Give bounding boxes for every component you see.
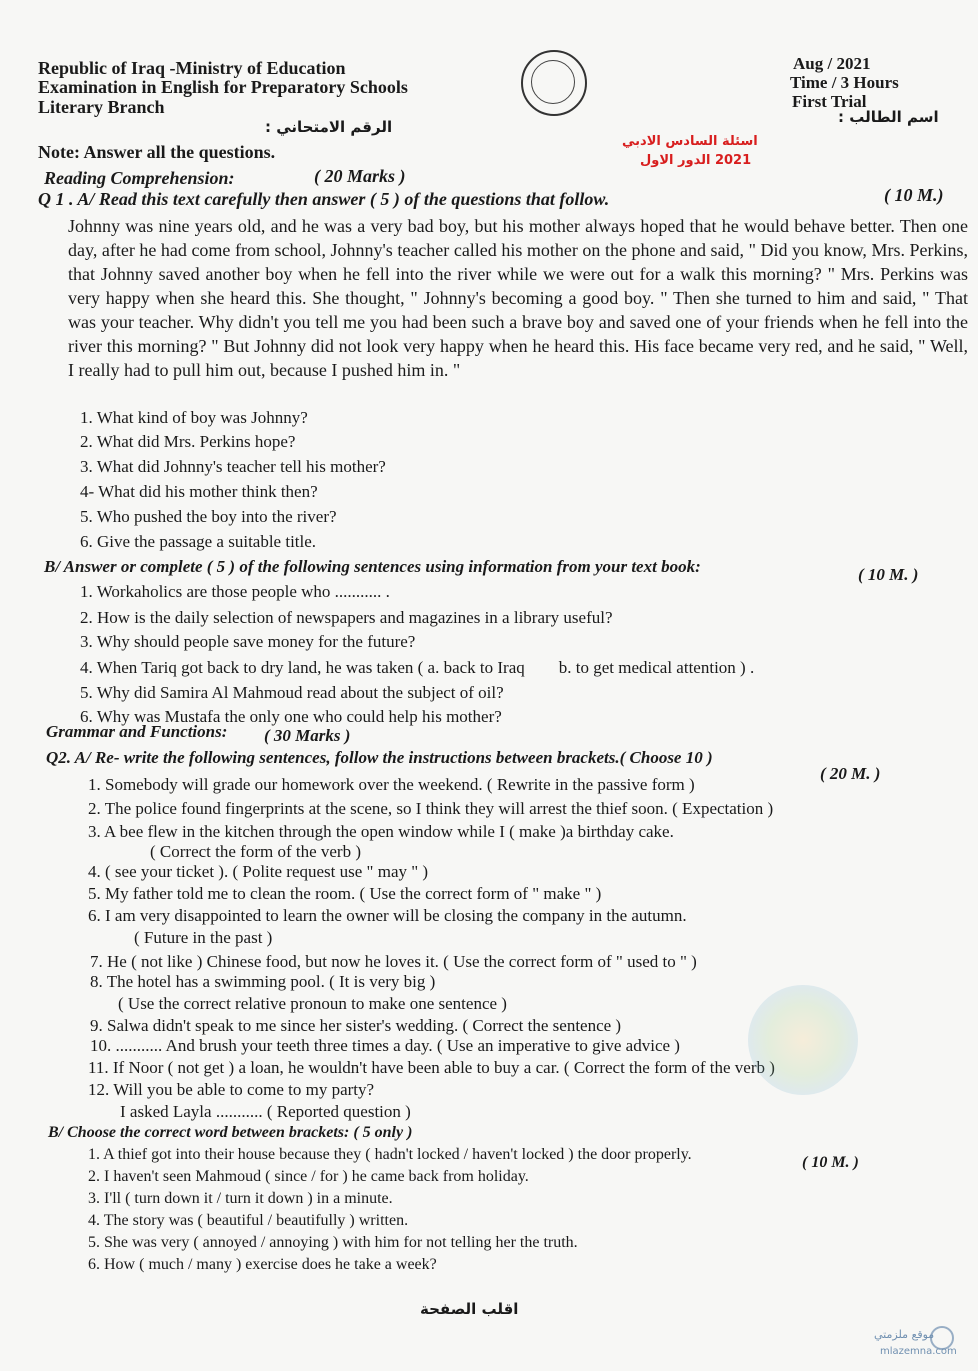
q2a-item-note: I asked Layla ........... ( Reported question ): [120, 1102, 411, 1121]
q2a-item: 11. If Noor ( not get ) a loan, he wouldn't have been able to buy a car. ( Correct the form of the verb ): [88, 1058, 775, 1077]
reading-marks: ( 20 Marks ): [314, 166, 406, 186]
q1b-item: 5. Why did Samira Al Mahmoud read about the subject of oil?: [80, 683, 504, 702]
q1b-item: 1. Workaholics are those people who ........... .: [80, 582, 390, 601]
q1a-item: 2. What did Mrs. Perkins hope?: [80, 432, 296, 451]
q2a-item: 7. He ( not like ) Chinese food, but now he loves it. ( Use the correct form of " used to " ): [90, 952, 697, 971]
reading-heading: Reading Comprehension:: [44, 168, 235, 188]
q1a-item: 6. Give the passage a suitable title.: [80, 532, 317, 551]
grammar-heading: Grammar and Functions:: [46, 722, 228, 741]
q2a-item: 2. The police found fingerprints at the scene, so I think they will arrest the thief soon. ( Expectation ): [88, 799, 774, 818]
q2b-item: 4. The story was ( beautiful / beautifully ) written.: [88, 1212, 409, 1229]
q2b-item: 1. A thief got into their house because they ( hadn't locked / haven't locked ) the door properly.: [88, 1146, 692, 1163]
q2a-item: 4. ( see your ticket ). ( Polite request use " may " ): [88, 862, 429, 881]
q2a-heading: Q2. A/ Re- write the following sentences, follow the instructions between brackets.( Choose 10 ): [46, 748, 713, 767]
red-caption-line1: اسئلة السادس الادبي: [622, 134, 758, 149]
q2a-item: 8. The hotel has a swimming pool. ( It is very big ): [90, 972, 436, 991]
site-name-arabic: موقع ملزمتي: [874, 1328, 935, 1341]
q1a-item: 3. What did Johnny's teacher tell his mother?: [80, 457, 386, 476]
q1b-marks: ( 10 M. ): [858, 565, 919, 584]
q1b-item: 2. How is the daily selection of newspapers and magazines in a library useful?: [80, 608, 613, 627]
q2a-item-note: ( Future in the past ): [134, 928, 273, 947]
q2b-marks: ( 10 M. ): [802, 1154, 859, 1171]
site-url: mlazemna.com: [880, 1346, 957, 1357]
exam-duration: Time / 3 Hours: [790, 73, 899, 92]
q2b-item: 6. How ( much / many ) exercise does he take a week?: [88, 1256, 437, 1273]
ministry-line: Republic of Iraq -Ministry of Education: [38, 58, 346, 78]
ministry-seal-icon: [521, 50, 587, 116]
q1a-item: 1. What kind of boy was Johnny?: [80, 408, 308, 427]
exam-title-line: Examination in English for Preparatory Schools: [38, 77, 408, 97]
exam-trial: First Trial: [792, 92, 867, 111]
q2b-item: 2. I haven't seen Mahmoud ( since / for ) he came back from holiday.: [88, 1168, 529, 1185]
q1b-heading: B/ Answer or complete ( 5 ) of the following sentences using information from your text book:: [44, 557, 701, 576]
q2b-heading: B/ Choose the correct word between brackets: ( 5 only ): [48, 1124, 413, 1141]
exam-number-label: الرقم الامتحاني :: [265, 118, 393, 136]
q1a-item: 4- What did his mother think then?: [80, 482, 318, 501]
q1a-marks: ( 10 M.): [884, 185, 944, 205]
q2b-item: 5. She was very ( annoyed / annoying ) with him for not telling her the truth.: [88, 1234, 578, 1251]
q2a-item: 5. My father told me to clean the room. ( Use the correct form of " make " ): [88, 884, 602, 903]
q2b-item: 3. I'll ( turn down it / turn it down ) in a minute.: [88, 1190, 393, 1207]
q2a-marks: ( 20 M. ): [820, 764, 881, 783]
watermark-logo-icon: [748, 985, 858, 1095]
q2a-item: 3. A bee flew in the kitchen through the open window while I ( make )a birthday cake.: [88, 822, 674, 841]
turn-page-label: اقلب الصفحة: [420, 1300, 519, 1318]
red-caption-line2: 2021 الدور الاول: [640, 153, 752, 168]
grammar-marks: ( 30 Marks ): [264, 726, 351, 745]
q1a-heading: Q 1 . A/ Read this text carefully then answer ( 5 ) of the questions that follow.: [38, 189, 610, 209]
q1a-item: 5. Who pushed the boy into the river?: [80, 507, 337, 526]
student-name-label: اسم الطالب :: [838, 108, 939, 126]
q2a-item: 10. ........... And brush your teeth three times a day. ( Use an imperative to give advice ): [90, 1036, 680, 1055]
q1b-item: 3. Why should people save money for the future?: [80, 632, 416, 651]
exam-date: Aug / 2021: [793, 54, 871, 73]
note-line: Note: Answer all the questions.: [38, 142, 276, 162]
q1b-item: 6. Why was Mustafa the only one who could help his mother?: [80, 707, 502, 726]
q2a-item: 9. Salwa didn't speak to me since her sister's wedding. ( Correct the sentence ): [90, 1016, 622, 1035]
branch-line: Literary Branch: [38, 97, 165, 117]
q2a-item: 1. Somebody will grade our homework over the weekend. ( Rewrite in the passive form ): [88, 775, 695, 794]
q2a-item-note: ( Correct the form of the verb ): [150, 842, 361, 861]
reading-passage: Johnny was nine years old, and he was a very bad boy, but his mother always hoped that he would behave better. Then one day, after he had come from school, Johnny's teacher called his mother on the phone and said, " Did you know, Mrs. Perkins, that Johnny saved another boy when he fell into the river while we were out for a walk this morning? " Mrs. Perkins was very happy when she heard this. She thought, " Johnny's becoming a good boy. " Then she turned to him and said, " That was your teacher. Why didn't you tell me you had been such a brave boy and saved one of your friends when he fell into the river this morning? " But Johnny did not look very happy when he heard this. His face became very red, and he said, " Well, I really had to pull him out, because I pushed him in. ": [68, 216, 968, 380]
q2a-item: 6. I am very disappointed to learn the owner will be closing the company in the autumn.: [88, 906, 687, 925]
q1b-item: 4. When Tariq got back to dry land, he was taken ( a. back to Iraq b. to get medical attention ) .: [80, 658, 755, 677]
q2a-item-note: ( Use the correct relative pronoun to make one sentence ): [118, 994, 507, 1013]
q2a-item: 12. Will you be able to come to my party?: [88, 1080, 375, 1099]
